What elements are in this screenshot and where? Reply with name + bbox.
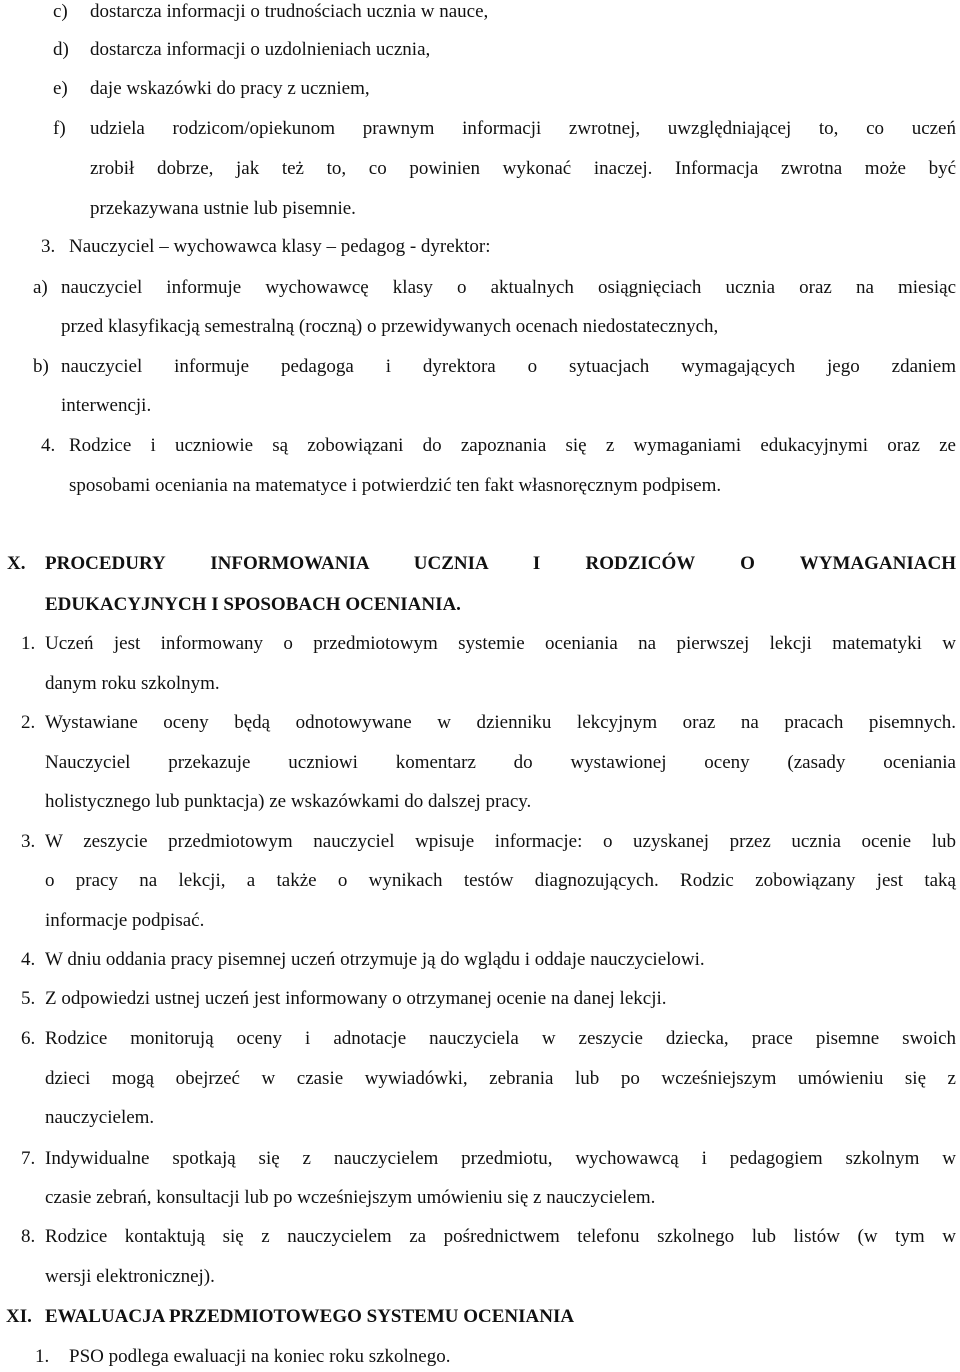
list-item-text: Rodzice monitorują oceny i adnotacje nauczyciela w zeszycie dziecka, prace pisemne swoich	[45, 1028, 956, 1049]
list-number: 3.	[21, 831, 36, 852]
point-number: 4.	[41, 435, 56, 456]
list-item-text: nauczyciel informuje wychowawcę klasy o aktualnych osiągnięciach ucznia oraz na miesiąc	[61, 277, 956, 298]
list-item-text: PSO podlega ewaluacji na koniec roku szkolnego.	[69, 1346, 451, 1367]
section-numeral: X.	[7, 553, 26, 574]
list-item-text: danym roku szkolnym.	[45, 673, 220, 694]
list-number: 8.	[21, 1226, 36, 1247]
list-marker: a)	[33, 277, 48, 298]
section-title: EWALUACJA PRZEDMIOTOWEGO SYSTEMU OCENIANIA	[45, 1306, 575, 1327]
list-item-text: dzieci mogą obejrzeć w czasie wywiadówki, zebrania lub po wcześniejszym umówieniu się z	[45, 1068, 956, 1089]
list-item-text: nauczycielem.	[45, 1107, 155, 1128]
list-item-text: W zeszycie przedmiotowym nauczyciel wpisuje informacje: o uzyskanej przez ucznia ocenie lub	[45, 831, 956, 852]
list-marker: f)	[53, 118, 66, 139]
list-number: 4.	[21, 949, 36, 970]
list-item-text: udziela rodzicom/opiekunom prawnym informacji zwrotnej, uwzględniającej to, co uczeń	[90, 118, 956, 139]
list-item-text: holistycznego lub punktacja) ze wskazówkami do dalszej pracy.	[45, 791, 532, 812]
list-item-text: daje wskazówki do pracy z uczniem,	[90, 78, 370, 99]
list-number: 6.	[21, 1028, 36, 1049]
list-item-text: zrobił dobrze, jak też to, co powinien wykonać inaczej. Informacja zwrotna może być	[90, 158, 956, 179]
list-item-text: dostarcza informacji o trudnościach ucznia w nauce,	[90, 1, 489, 22]
list-number: 1.	[21, 633, 36, 654]
point-heading: Nauczyciel – wychowawca klasy – pedagog - dyrektor:	[69, 236, 491, 257]
point-text: Rodzice i uczniowie są zobowiązani do zapoznania się z wymaganiami edukacyjnymi oraz ze	[69, 435, 956, 456]
list-item-text: przekazywana ustnie lub pisemnie.	[90, 198, 356, 219]
list-item-text: przed klasyfikacją semestralną (roczną) o przewidywanych ocenach niedostatecznych,	[61, 316, 719, 337]
list-item-text: Nauczyciel przekazuje uczniowi komentarz do wystawionej oceny (zasady oceniania	[45, 752, 956, 773]
list-marker: b)	[33, 356, 49, 377]
list-number: 2.	[21, 712, 36, 733]
list-item-text: o pracy na lekcji, a także o wynikach testów diagnozujących. Rodzic zobowiązany jest taką	[45, 870, 956, 891]
list-number: 1.	[35, 1346, 50, 1367]
list-item-text: nauczyciel informuje pedagoga i dyrektora o sytuacjach wymagających jego zdaniem	[61, 356, 956, 377]
list-item-text: Wystawiane oceny będą odnotowywane w dzienniku lekcyjnym oraz na pracach pisemnych.	[45, 712, 956, 733]
list-marker: d)	[53, 39, 69, 60]
list-number: 5.	[21, 988, 36, 1009]
list-number: 7.	[21, 1148, 36, 1169]
list-item-text: Z odpowiedzi ustnej uczeń jest informowany o otrzymanej ocenie na danej lekcji.	[45, 988, 667, 1009]
list-marker: c)	[53, 1, 68, 22]
section-numeral: XI.	[6, 1306, 32, 1327]
point-text: sposobami oceniania na matematyce i potwierdzić ten fakt własnoręcznym podpisem.	[69, 475, 722, 496]
point-number: 3.	[41, 236, 56, 257]
list-item-text: W dniu oddania pracy pisemnej uczeń otrzymuje ją do wglądu i oddaje nauczycielowi.	[45, 949, 705, 970]
list-item-text: Uczeń jest informowany o przedmiotowym systemie oceniania na pierwszej lekcji matematyki w	[45, 633, 956, 654]
list-item-text: Indywidualne spotkają się z nauczycielem przedmiotu, wychowawcą i pedagogiem szkolnym w	[45, 1148, 956, 1169]
list-marker: e)	[53, 78, 68, 99]
list-item-text: interwencji.	[61, 395, 152, 416]
list-item-text: dostarcza informacji o uzdolnieniach ucznia,	[90, 39, 431, 60]
list-item-text: wersji elektronicznej).	[45, 1266, 215, 1287]
list-item-text: Rodzice kontaktują się z nauczycielem za pośrednictwem telefonu szkolnego lub listów (w tym w	[45, 1226, 956, 1247]
list-item-text: czasie zebrań, konsultacji lub po wcześniejszym umówieniu się z nauczycielem.	[45, 1187, 656, 1208]
list-item-text: informacje podpisać.	[45, 910, 205, 931]
section-title: EDUKACYJNYCH I SPOSOBACH OCENIANIA.	[45, 594, 461, 615]
section-title: PROCEDURY INFORMOWANIA UCZNIA I RODZICÓW O WYMAGANIACH	[45, 553, 956, 574]
